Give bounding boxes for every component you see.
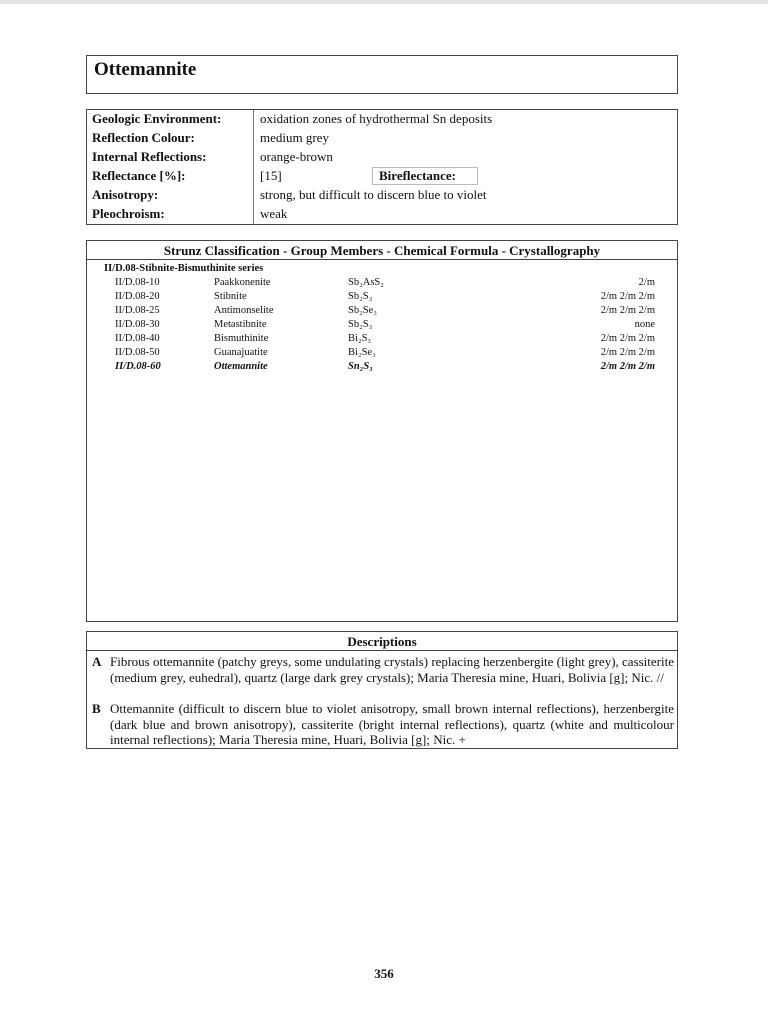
property-value: weak	[260, 206, 288, 221]
descriptions-table	[86, 631, 678, 749]
property-label: Pleochroism:	[92, 206, 165, 221]
member-name: Antimonselite	[214, 305, 274, 316]
property-label: Anisotropy:	[92, 187, 159, 202]
member-formula: Bi₂S₃	[348, 333, 372, 344]
mineral-title: Ottemannite	[94, 59, 197, 80]
description-text: Ottemannite (difficult to discern blue to violet anisotropy, small brown internal reflections), herzenbergite (dark blue and brown anisotropy), cassiterite (bright internal reflections), quartz (white and multicolour internal reflections); Maria Theresia mine, Huari, Bolivia [g]; Nic. +	[110, 701, 674, 747]
descriptions-heading: Descriptions	[87, 632, 677, 651]
member-symmetry: 2/m 2/m 2/m	[600, 305, 655, 316]
member-row	[87, 347, 677, 361]
property-value: strong, but difficult to discern blue to violet	[260, 187, 487, 202]
property-row-internal-reflections	[87, 149, 677, 168]
member-name: Guanajuatite	[214, 347, 268, 358]
member-code: II/D.08-20	[115, 291, 160, 302]
member-symmetry: 2/m 2/m 2/m	[600, 361, 655, 372]
top-band	[0, 0, 768, 4]
property-value: orange-brown	[260, 149, 333, 164]
member-name: Metastibnite	[214, 319, 267, 330]
member-symmetry: 2/m 2/m 2/m	[600, 291, 655, 302]
property-value: [15]	[260, 168, 282, 183]
description-letter: B	[92, 701, 101, 716]
member-symmetry: none	[634, 319, 655, 330]
member-row	[87, 305, 677, 319]
property-label: Internal Reflections:	[92, 149, 207, 164]
property-row-anisotropy	[87, 187, 677, 206]
member-row	[87, 277, 677, 291]
member-code: II/D.08-50	[115, 347, 160, 358]
member-formula: Bi₂Se₃	[348, 347, 376, 358]
member-row-current	[87, 361, 677, 375]
property-row-reflection-colour	[87, 130, 677, 149]
member-name: Stibnite	[214, 291, 247, 302]
description-letter: A	[92, 654, 102, 669]
member-name: Paakkonenite	[214, 277, 271, 288]
member-code: II/D.08-30	[115, 319, 160, 330]
bireflectance-box	[372, 167, 478, 185]
properties-table	[86, 109, 678, 225]
member-row	[87, 333, 677, 347]
member-code: II/D.08-60	[115, 361, 161, 372]
property-value: oxidation zones of hydrothermal Sn deposits	[260, 111, 493, 126]
property-label: Reflectance [%]:	[92, 168, 186, 183]
member-name: Bismuthinite	[214, 333, 269, 344]
member-name: Ottemannite	[214, 361, 268, 372]
bireflectance-label: Bireflectance:	[379, 168, 456, 183]
strunz-heading: Strunz Classification - Group Members - Chemical Formula - Crystallography	[87, 241, 677, 260]
member-symmetry: 2/m	[638, 277, 655, 288]
member-formula: Sn₂S₃	[348, 361, 373, 372]
member-formula: Sb₂S₃	[348, 319, 373, 330]
member-code: II/D.08-25	[115, 305, 160, 316]
property-label: Geologic Environment:	[92, 111, 222, 126]
property-row-geologic-environment	[87, 111, 677, 130]
property-row-pleochroism	[87, 206, 677, 225]
member-row	[87, 291, 677, 305]
series-name: II/D.08-Stibnite-Bismuthinite series	[104, 263, 264, 274]
title-box	[86, 55, 678, 94]
description-text: Fibrous ottemannite (patchy greys, some undulating crystals) replacing herzenbergite (light grey), cassiterite (medium grey, euhedral), quartz (large dark grey crystals); Maria Theresia mine, Huari, Bolivia [g]; Nic. //	[110, 654, 675, 685]
member-code: II/D.08-40	[115, 333, 160, 344]
member-formula: Sb₂Se₃	[348, 305, 377, 316]
property-value: medium grey	[260, 130, 329, 145]
member-formula: Sb₂AsS₂	[348, 277, 384, 288]
page-number: 356	[374, 966, 394, 981]
member-code: II/D.08-10	[115, 277, 160, 288]
member-row	[87, 319, 677, 333]
property-label: Reflection Colour:	[92, 130, 195, 145]
member-symmetry: 2/m 2/m 2/m	[600, 333, 655, 344]
property-row-reflectance	[87, 168, 677, 187]
strunz-classification-table	[86, 240, 678, 622]
member-symmetry: 2/m 2/m 2/m	[600, 347, 655, 358]
member-formula: Sb₂S₃	[348, 291, 373, 302]
